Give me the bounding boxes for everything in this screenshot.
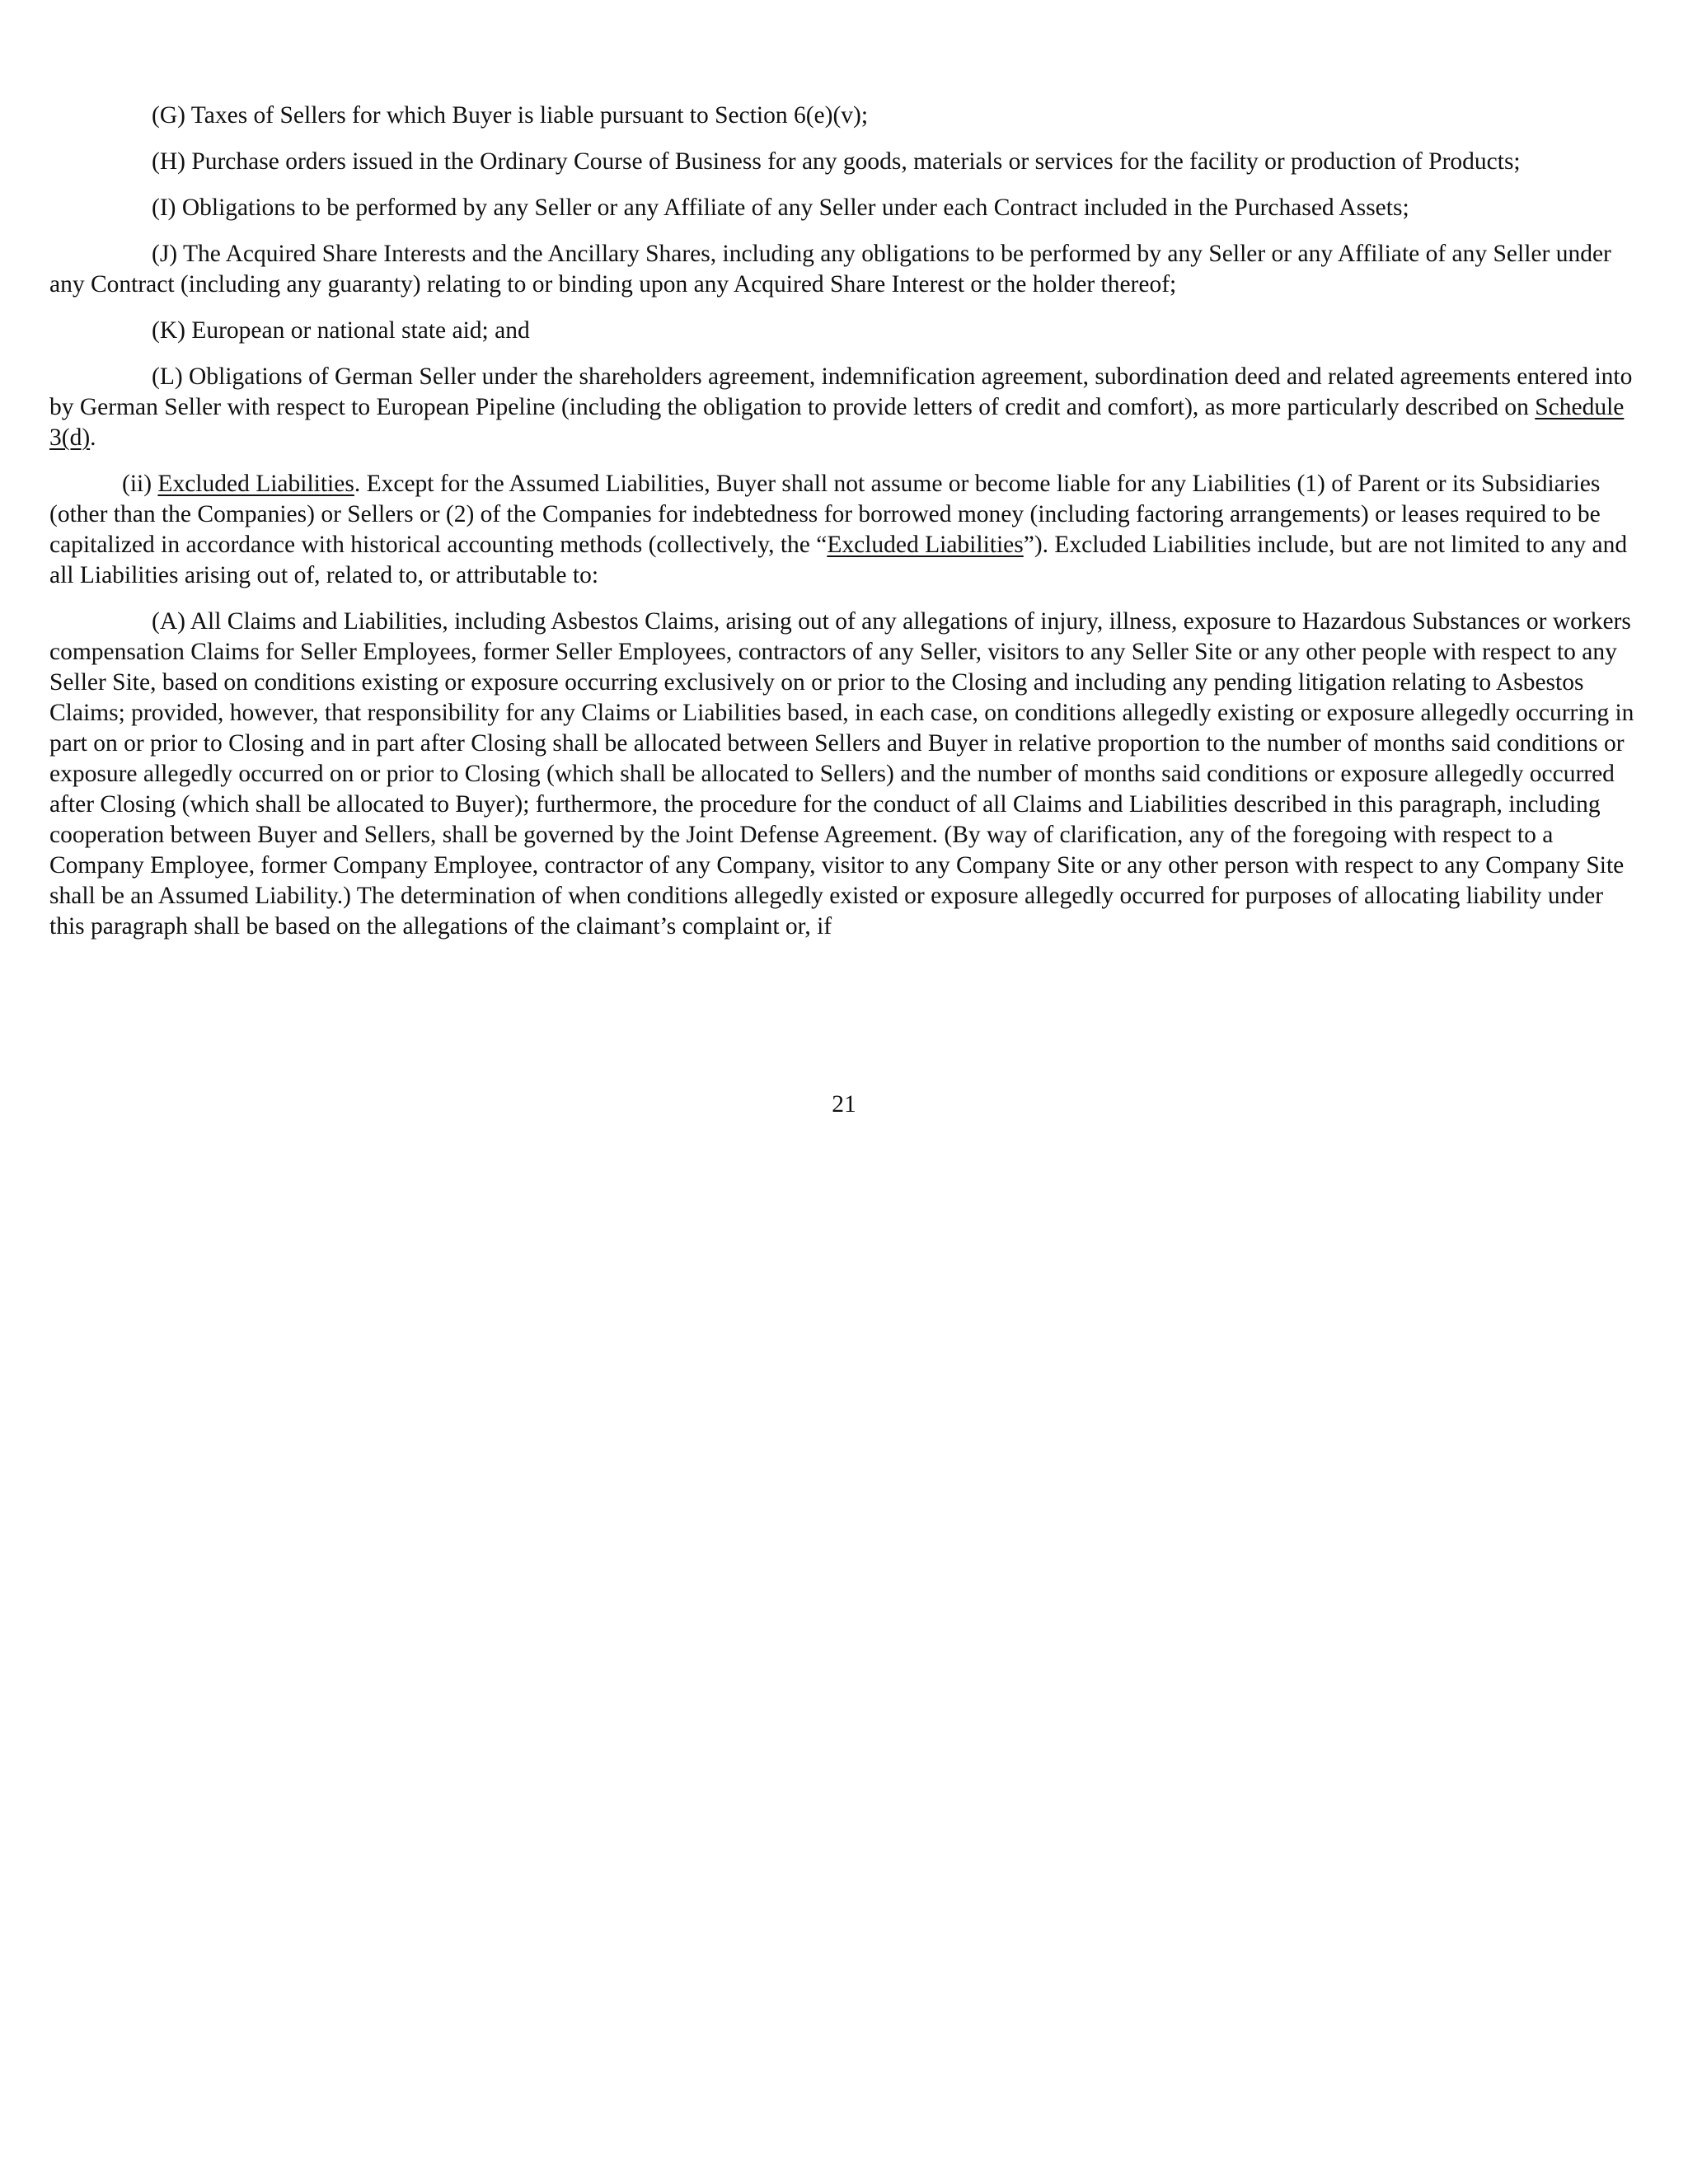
- schedule-reference: Schedule 3(d): [49, 394, 1625, 451]
- paragraph-l-end: .: [90, 424, 96, 451]
- paragraph-l-text: (L) Obligations of German Seller under the shareholders agreement, indemnification agreement, subordination deed and related agreements entered into by German Seller with respect to European Pipeline (including the obligation to provide letters of credit and comfort), as more particularly described on: [49, 363, 1633, 420]
- paragraph-ii-prefix: (ii): [122, 471, 158, 497]
- paragraph-ii-body: . Except for the Assumed Liabilities, Buyer shall not assume or become liable for any Liabilities (1) of Parent or its Subsidiaries (other than the Companies) or Sellers or (2) of the Companies for indebtedness for borrowed money (including factoring arrangements) or leases required to be capitalized in accordance with historical accounting methods (collectively, the “: [49, 471, 1601, 558]
- paragraph-ii-tail: ”). Excluded Liabilities include, but are not limited to any and all Liabilities arising out of, related to, or attributable to:: [49, 532, 1628, 588]
- paragraph-a: (A) All Claims and Liabilities, including Asbestos Claims, arising out of any allegations of injury, illness, exposure to Hazardous Substances or workers compensation Claims for Seller Employees, former Seller Employees, contractors of any Seller, visitors to any Seller Site or any other people with respect to any Seller Site, based on conditions existing or exposure occurring exclusively on or prior to the Closing and including any pending litigation relating to Asbestos Claims; provided, however, that responsibility for any Claims or Liabilities based, in each case, on conditions allegedly existing or exposure allegedly occurring in part on or prior to Closing and in part after Closing shall be allocated between Sellers and Buyer in relative proportion to the number of months said conditions or exposure allegedly occurred on or prior to Closing (which shall be allocated to Sellers) and the number of months said conditions or exposure allegedly occurred after Closing (which shall be allocated to Buyer); furthermore, the procedure for the conduct of all Claims and Liabilities described in this paragraph, including cooperation between Buyer and Sellers, shall be governed by the Joint Defense Agreement. (By way of clarification, any of the foregoing with respect to a Company Employee, former Company Employee, contractor of any Company, visitor to any Company Site or any other person with respect to any Company Site shall be an Assumed Liability.) The determination of when conditions allegedly existed or exposure allegedly occurred for purposes of allocating liability under this paragraph shall be based on the allegations of the claimant’s complaint or, if: [49, 608, 1634, 940]
- page-number: 21: [832, 1091, 856, 1118]
- document-page: [49, 101, 1642, 958]
- paragraph-h: (H) Purchase orders issued in the Ordinary Course of Business for any goods, materials or services for the facility or production of Products;: [152, 148, 1521, 175]
- paragraph-l: [49, 362, 1642, 453]
- paragraph-k: (K) European or national state aid; and: [152, 317, 530, 344]
- paragraph-ii-excluded-liabilities: [49, 469, 1642, 591]
- paragraph-i: (I) Obligations to be performed by any Seller or any Affiliate of any Seller under each Contract included in the Purchased Assets;: [152, 194, 1409, 221]
- excluded-liabilities-defined-term: Excluded Liabilities: [827, 532, 1024, 558]
- paragraph-g: (G) Taxes of Sellers for which Buyer is liable pursuant to Section 6(e)(v);: [152, 102, 869, 129]
- paragraph-j: (J) The Acquired Share Interests and the Ancillary Shares, including any obligations to be performed by any Seller or any Affiliate of any Seller under any Contract (including any guaranty) relating to or binding upon any Acquired Share Interest or the holder thereof;: [49, 241, 1611, 298]
- excluded-liabilities-heading: Excluded Liabilities: [157, 471, 354, 497]
